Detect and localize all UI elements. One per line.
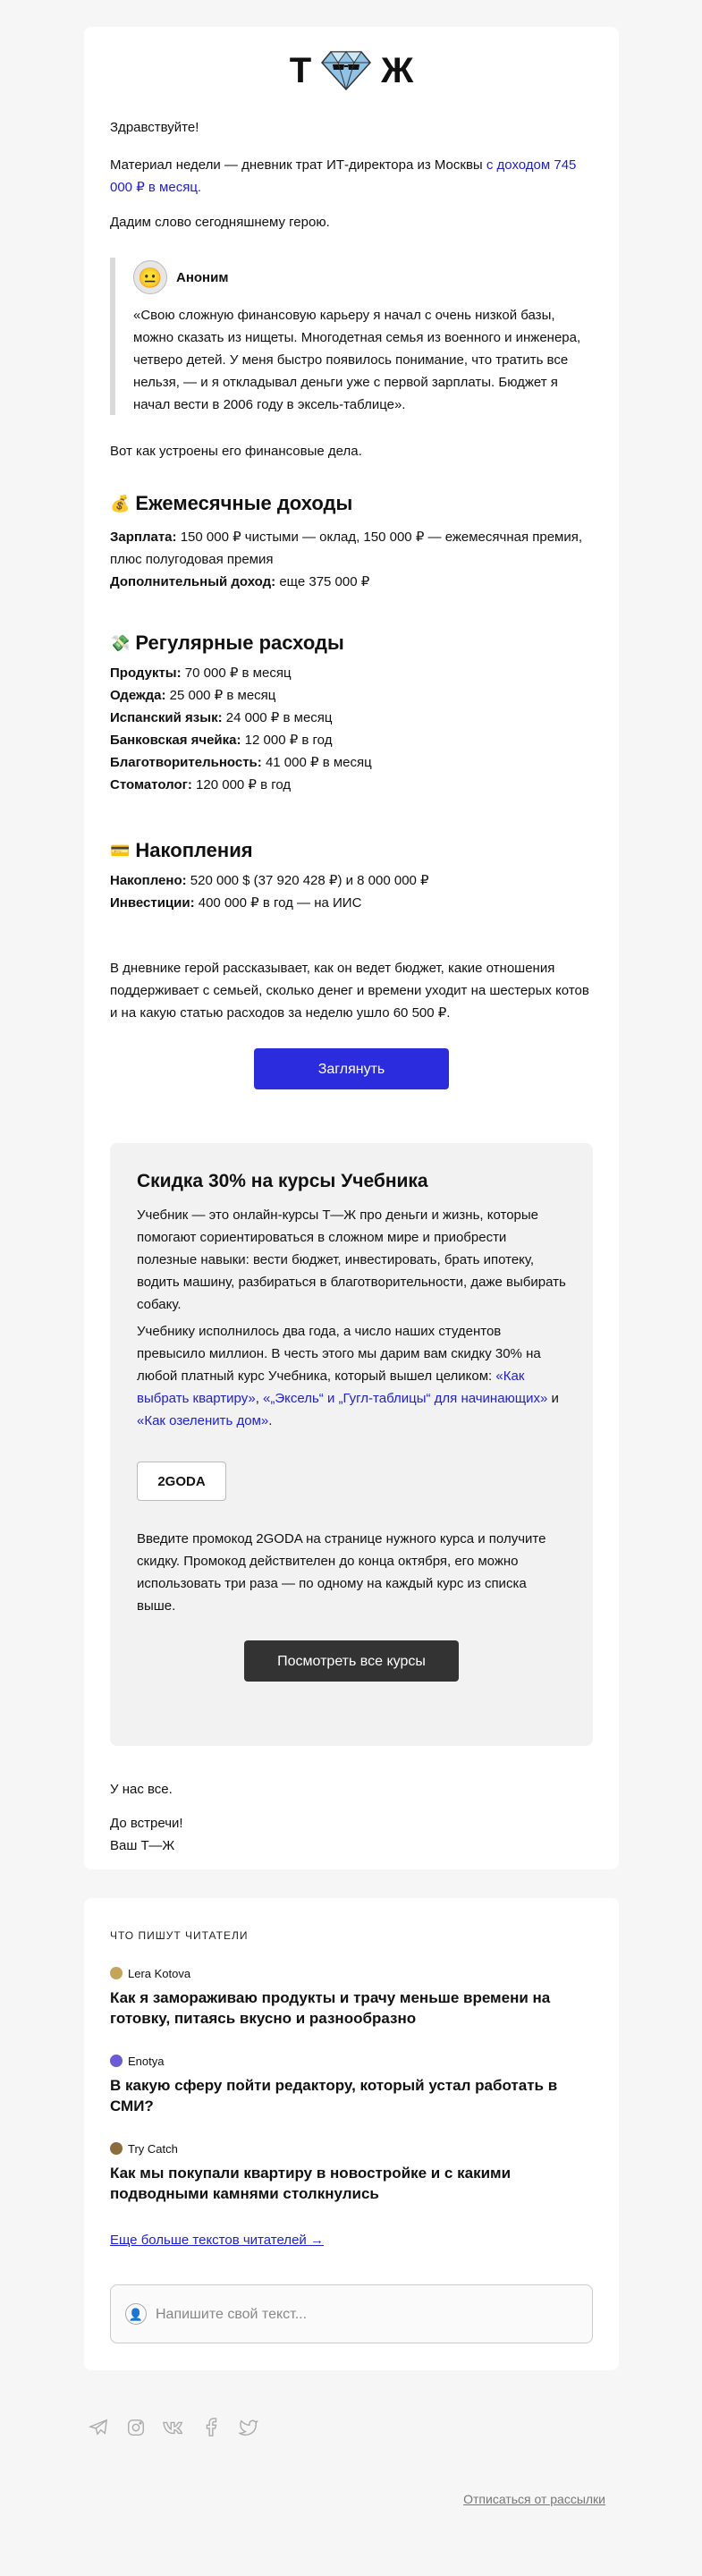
savings-section <box>110 837 593 914</box>
money-bag-icon: 💰 <box>110 495 131 513</box>
look-button[interactable]: Заглянуть <box>254 1048 449 1089</box>
social-links <box>88 2417 259 2438</box>
all-courses-button[interactable]: Посмотреть все курсы <box>244 1640 459 1682</box>
expense-value: 70 000 ₽ в месяц <box>181 665 292 681</box>
author-avatar-icon <box>110 2142 123 2155</box>
user-icon: 👤 <box>125 2303 147 2325</box>
twitter-icon[interactable] <box>238 2417 259 2438</box>
income-section <box>110 490 593 593</box>
expenses-heading <box>110 630 593 657</box>
intro-text: Материал недели — дневник трат ИТ-директора из Москвы <box>110 157 486 173</box>
promo-text: Учебнику исполнилось два года, а число наших студентов превысило миллион. В честь этого мы дарим вам скидку 30% на любой платный курс Учебника, который вышел целиком: <box>137 1324 541 1384</box>
reader-author-name: Lera Kotova <box>128 1966 191 1980</box>
expense-value: 12 000 ₽ в год <box>241 733 333 748</box>
expense-row <box>110 707 593 729</box>
income-row-value: 150 000 ₽ чистыми — оклад, 150 000 ₽ — ежемесячная премия, плюс полугодовая премия <box>110 530 583 567</box>
expense-row <box>110 662 593 684</box>
more-reader-texts-link[interactable]: Еще больше текстов читателей → <box>110 2233 324 2248</box>
promo-paragraph-1: Учебник — это онлайн-курсы Т—Ж про деньги и жизнь, которые помогают сориентироваться в сложном мире и приобрести полезные навыки: вести бюджет, инвестировать, брать ипотеку, водить машину, разбираться в благотворительности, даже выбирать собаку. <box>137 1208 566 1312</box>
income-link[interactable]: с доходом 745 000 ₽ в месяц. <box>110 157 577 195</box>
logo-letter-t: Т <box>289 51 312 90</box>
reader-post-title[interactable]: Как я замораживаю продукты и трачу меньше времени на готовку, питаясь вкусно и разнообразно <box>110 1989 551 2027</box>
reader-post-title[interactable]: Как мы покупали квартиру в новостройке и с какими подводными камнями столкнулись <box>110 2165 512 2202</box>
expense-label: Стоматолог: <box>110 777 192 792</box>
quote-author <box>133 259 593 295</box>
logo-letter-zh: Ж <box>381 51 414 90</box>
expense-label: Продукты: <box>110 665 182 681</box>
promo-block <box>110 1143 593 1746</box>
income-row-label: Зарплата: <box>110 530 177 545</box>
promo-code-box[interactable]: 2GODA <box>137 1462 226 1501</box>
credit-card-icon: 💳 <box>110 842 131 860</box>
expense-label: Благотворительность: <box>110 755 262 770</box>
expenses-section <box>110 630 593 796</box>
income-title: Ежемесячные доходы <box>135 492 353 514</box>
expense-label: Банковская ячейка: <box>110 733 241 748</box>
anonymous-avatar-icon: 😐 <box>133 260 167 294</box>
promo-paragraph-2 <box>137 1320 566 1432</box>
readers-card <box>84 1898 619 2370</box>
savings-row <box>110 892 593 914</box>
savings-label: Накоплено: <box>110 873 187 888</box>
reader-post[interactable] <box>110 2140 575 2204</box>
income-row-value: еще 375 000 ₽ <box>275 574 370 589</box>
income-row-label: Дополнительный доход: <box>110 574 276 589</box>
promo-paragraph-3: Введите промокод 2GODA на странице нужного курса и получите скидку. Промокод действителен до конца октября, его можно использовать три раза — по одному на каждый курс из списка выше. <box>137 1531 546 1614</box>
income-row <box>110 571 593 593</box>
expense-label: Испанский язык: <box>110 710 223 725</box>
summary-paragraph: В дневнике герой рассказывает, как он ведет бюджет, какие отношения поддерживает с семьей, сколько денег и времени уходит на шестерых котов и на какую статью расходов за неделю ушло 60 500 ₽. <box>110 961 589 1021</box>
diamond-icon <box>320 50 372 91</box>
expense-row <box>110 684 593 707</box>
intro-paragraph <box>110 154 593 199</box>
quote-text: «Свою сложную финансовую карьеру я начал с очень низкой базы, можно сказать из нищеты. Многодетная семья из военного и инженера, четверо детей. У меня быстро появилось понимание, что тратить все нельзя, — и я откладывал деньги уже с первой зарплаты. Бюджет я начал вести в 2006 году в эксель-таблице». <box>133 308 581 412</box>
quote-author-name: Аноним <box>176 269 229 285</box>
vk-icon[interactable] <box>163 2417 184 2438</box>
promo-title: Скидка 30% на курсы Учебника <box>137 1171 428 1191</box>
unsubscribe-link[interactable]: Отписаться от рассылки <box>463 2492 605 2506</box>
expense-row <box>110 729 593 751</box>
expense-value: 24 000 ₽ в месяц <box>222 710 333 725</box>
expense-value: 120 000 ₽ в год <box>191 777 292 792</box>
expense-row <box>110 751 593 774</box>
outro-line-2: До встречи! <box>110 1816 183 1831</box>
savings-value: 400 000 ₽ в год — на ИИС <box>194 895 362 911</box>
savings-row <box>110 869 593 892</box>
greeting: Здравствуйте! <box>110 120 199 135</box>
finance-intro: Вот как устроены его финансовые дела. <box>110 444 362 459</box>
expense-value: 41 000 ₽ в месяц <box>261 755 372 770</box>
savings-label: Инвестиции: <box>110 895 195 911</box>
instagram-icon[interactable] <box>125 2417 147 2438</box>
outro-signature: Ваш Т—Ж <box>110 1838 175 1853</box>
write-text-placeholder: Напишите свой текст... <box>156 2306 308 2322</box>
author-avatar-icon <box>110 2055 123 2067</box>
facebook-icon[interactable] <box>200 2417 222 2438</box>
expense-value: 25 000 ₽ в месяц <box>165 688 276 703</box>
newsletter-card <box>84 27 619 1869</box>
reader-post-title[interactable]: В какую сферу пойти редактору, который устал работать в СМИ? <box>110 2077 558 2114</box>
author-avatar-icon <box>110 1967 123 1979</box>
course-link-plants[interactable]: «Как озеленить дом» <box>137 1413 269 1428</box>
income-heading <box>110 490 593 517</box>
hero-quote <box>110 258 593 415</box>
reader-author <box>110 1964 575 1982</box>
reader-post[interactable] <box>110 1964 575 2029</box>
reader-post[interactable] <box>110 2052 575 2116</box>
course-link-excel[interactable]: «„Эксель“ и „Гугл-таблицы“ для начинающих» <box>263 1391 548 1406</box>
logo[interactable] <box>84 48 619 93</box>
money-wings-icon: 💸 <box>110 634 131 652</box>
expenses-title: Регулярные расходы <box>135 631 344 654</box>
outro-line-1: У нас все. <box>110 1782 173 1797</box>
income-row <box>110 526 593 571</box>
reader-author-name: Try Catch <box>128 2141 178 2156</box>
readers-section-label: ЧТО ПИШУТ ЧИТАТЕЛИ <box>110 1929 249 1942</box>
reader-author-name: Enotya <box>128 2054 165 2068</box>
expense-label: Одежда: <box>110 688 166 703</box>
expense-row <box>110 774 593 796</box>
savings-value: 520 000 $ (37 920 428 ₽) и 8 000 000 ₽ <box>186 873 429 888</box>
write-text-input[interactable] <box>110 2284 593 2343</box>
telegram-icon[interactable] <box>88 2417 109 2438</box>
promo-end: . <box>268 1413 273 1428</box>
reader-author <box>110 2052 575 2070</box>
promo-separator: и <box>547 1391 559 1406</box>
promo-separator: , <box>255 1391 264 1406</box>
savings-title: Накопления <box>135 839 253 861</box>
savings-heading <box>110 837 593 864</box>
reader-author <box>110 2140 575 2157</box>
intro-paragraph-2: Дадим слово сегодняшнему герою. <box>110 215 330 230</box>
course-link-apartment[interactable]: «Как выбрать квартиру» <box>137 1368 525 1406</box>
